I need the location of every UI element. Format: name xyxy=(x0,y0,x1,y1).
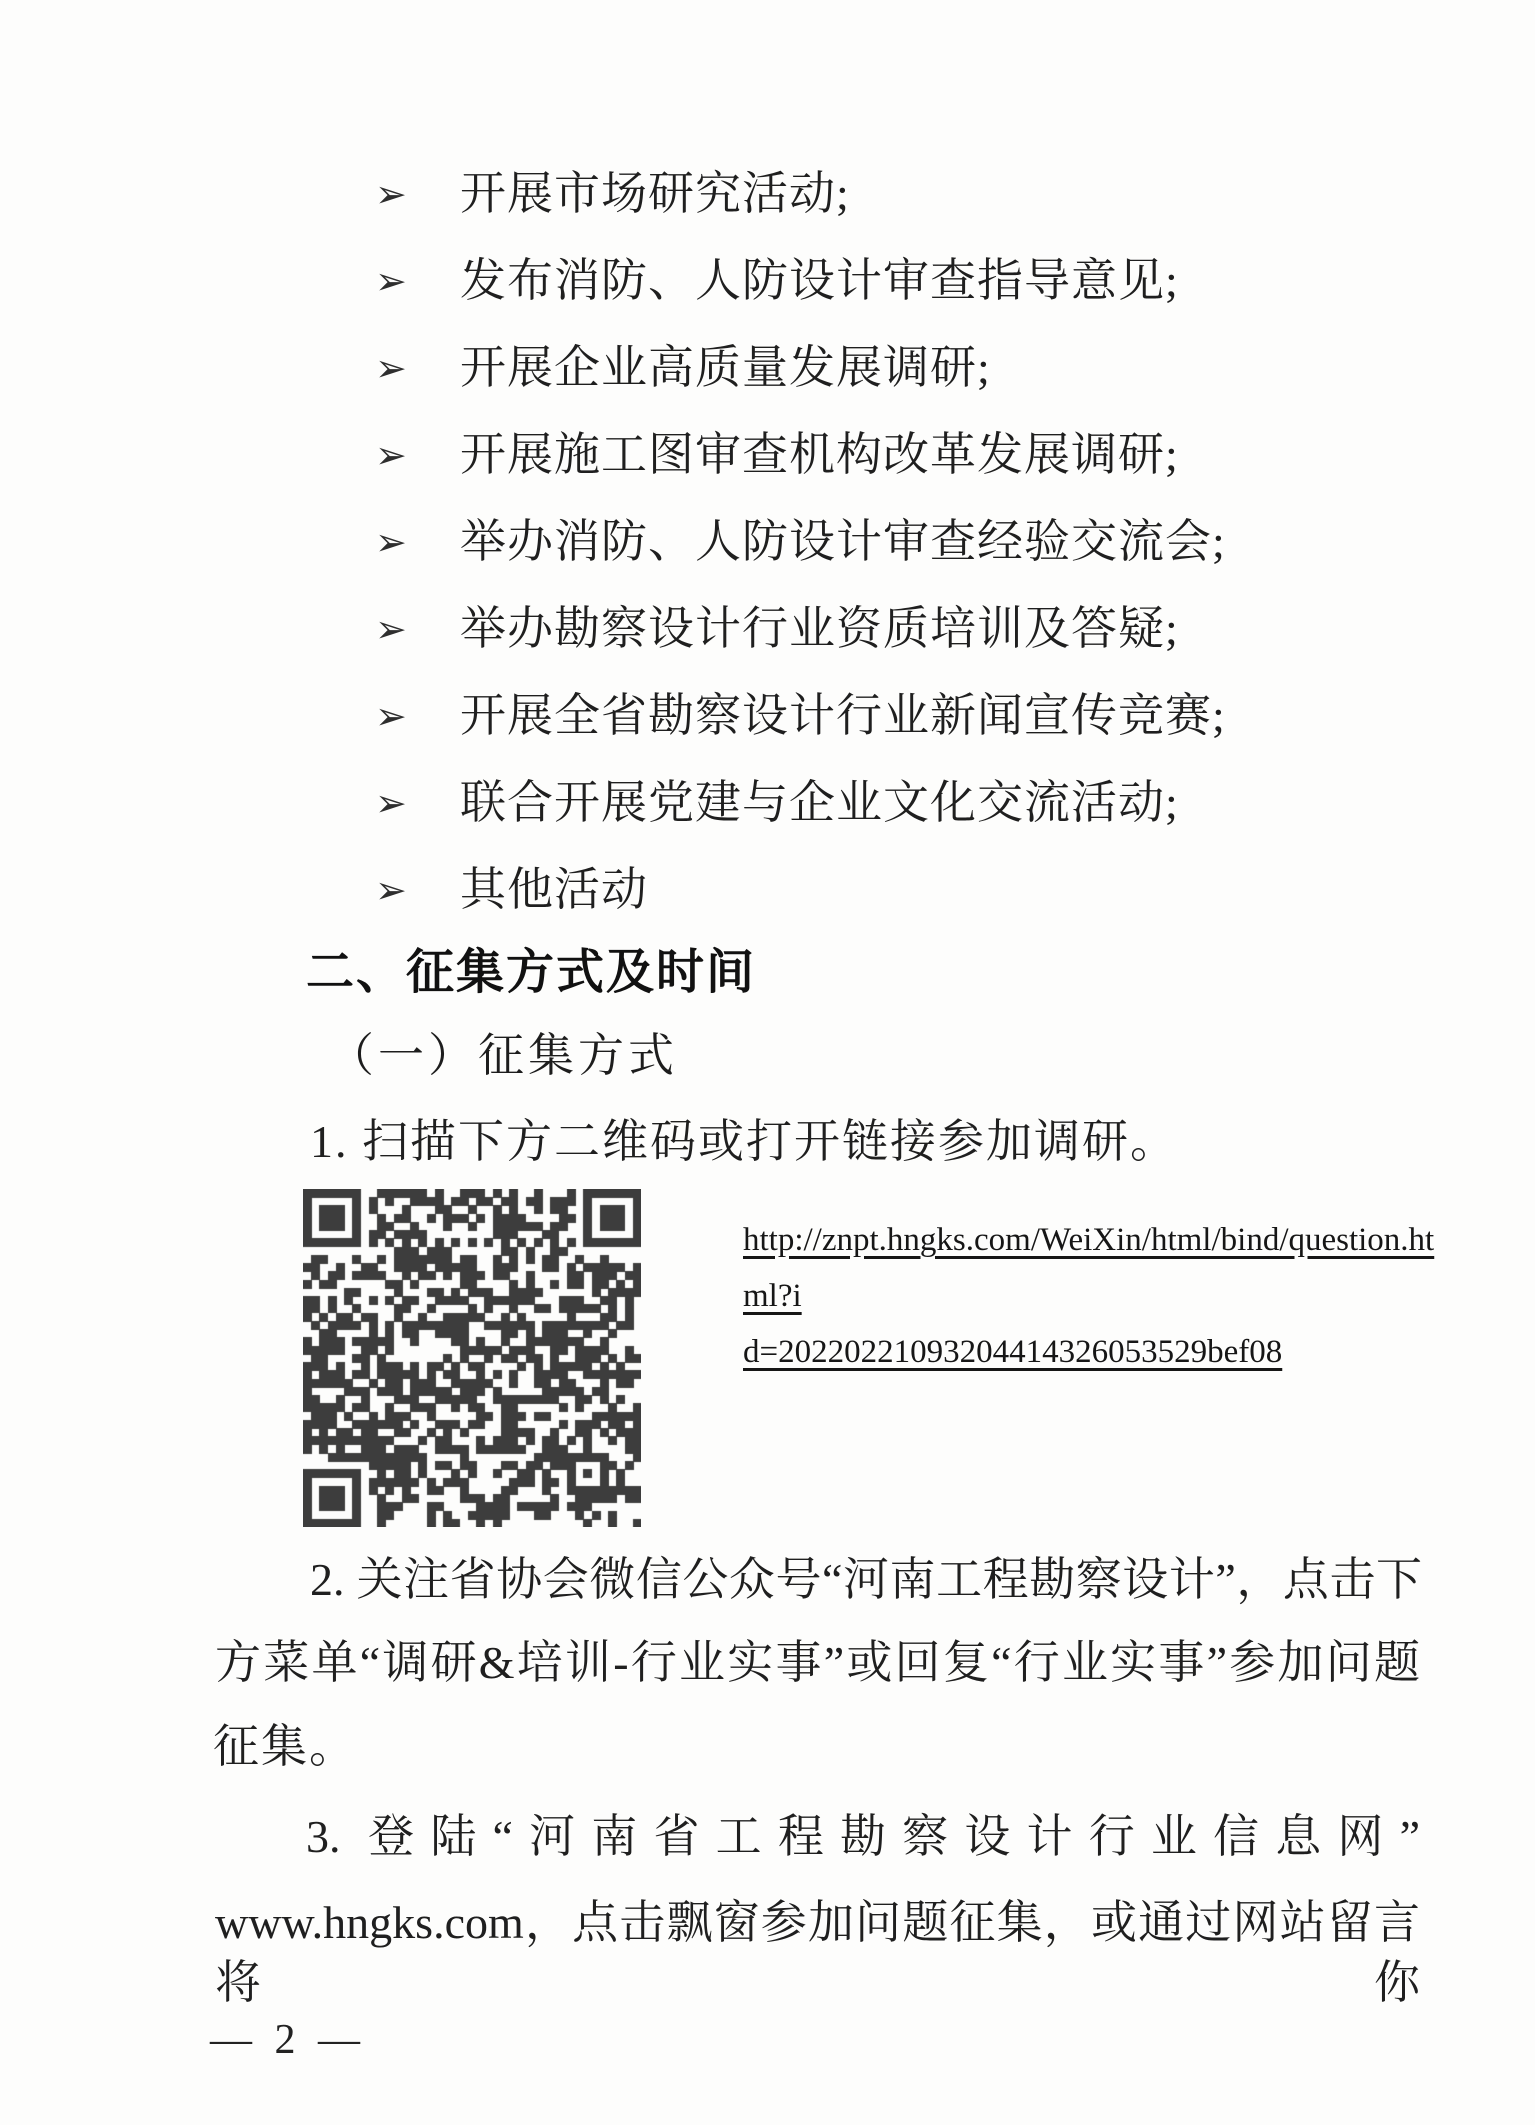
step3-line2: www.hngks.com，点击飘窗参加问题征集，或通过网站留言将你 xyxy=(215,1897,1420,2008)
step2-line2: 方菜单“调研&培训-行业实事”或回复“行业实事”参加问题 xyxy=(215,1637,1420,1688)
list-item xyxy=(375,860,1475,920)
subsection-heading: （一）征集方式 xyxy=(328,1030,678,1081)
arrow-bullet-icon: ➢ xyxy=(375,172,407,216)
list-item-label: 开展市场研究活动; xyxy=(460,168,850,219)
list-item-label: 举办消防、人防设计审查经验交流会; xyxy=(460,516,1226,567)
arrow-bullet-icon: ➢ xyxy=(375,259,407,303)
list-item xyxy=(375,599,1475,659)
list-item xyxy=(375,512,1475,572)
step2-line3: 征集。 xyxy=(213,1721,357,1772)
list-item xyxy=(375,773,1475,833)
list-item xyxy=(375,425,1475,485)
arrow-bullet-icon: ➢ xyxy=(375,694,407,738)
list-item xyxy=(375,338,1475,398)
arrow-bullet-icon: ➢ xyxy=(375,781,407,825)
survey-url-line2[interactable]: d=20220221093204414326053529bef08 xyxy=(743,1334,1283,1370)
arrow-bullet-icon: ➢ xyxy=(375,868,407,912)
survey-link xyxy=(743,1212,1443,1380)
step1-text: 1. 扫描下方二维码或打开链接参加调研。 xyxy=(310,1116,1178,1167)
arrow-bullet-icon: ➢ xyxy=(375,433,407,477)
list-item-label: 开展施工图审查机构改革发展调研; xyxy=(460,429,1179,480)
step3-line1: 3. 登陆“河南省工程勘察设计行业信息网” xyxy=(306,1811,1420,1862)
list-item-label: 开展全省勘察设计行业新闻宣传竞赛; xyxy=(460,690,1226,741)
arrow-bullet-icon: ➢ xyxy=(375,520,407,564)
list-item xyxy=(375,164,1475,224)
arrow-bullet-icon: ➢ xyxy=(375,607,407,651)
activity-bullet-list xyxy=(375,164,1475,947)
section-heading: 二、征集方式及时间 xyxy=(306,946,757,999)
page-number: — 2 — xyxy=(210,2017,366,2063)
list-item-label: 联合开展党建与企业文化交流活动; xyxy=(460,777,1179,828)
list-item xyxy=(375,251,1475,311)
list-item-label: 开展企业高质量发展调研; xyxy=(460,342,991,393)
qr-code xyxy=(303,1189,641,1527)
arrow-bullet-icon: ➢ xyxy=(375,346,407,390)
list-item-label: 其他活动 xyxy=(460,864,648,915)
list-item-label: 举办勘察设计行业资质培训及答疑; xyxy=(460,603,1179,654)
list-item xyxy=(375,686,1475,746)
survey-url-line1[interactable]: http://znpt.hngks.com/WeiXin/html/bind/question.html?i xyxy=(743,1222,1435,1314)
list-item-label: 发布消防、人防设计审查指导意见; xyxy=(460,255,1179,306)
step2-line1: 2. 关注省协会微信公众号“河南工程勘察设计”，点击下 xyxy=(310,1554,1422,1605)
